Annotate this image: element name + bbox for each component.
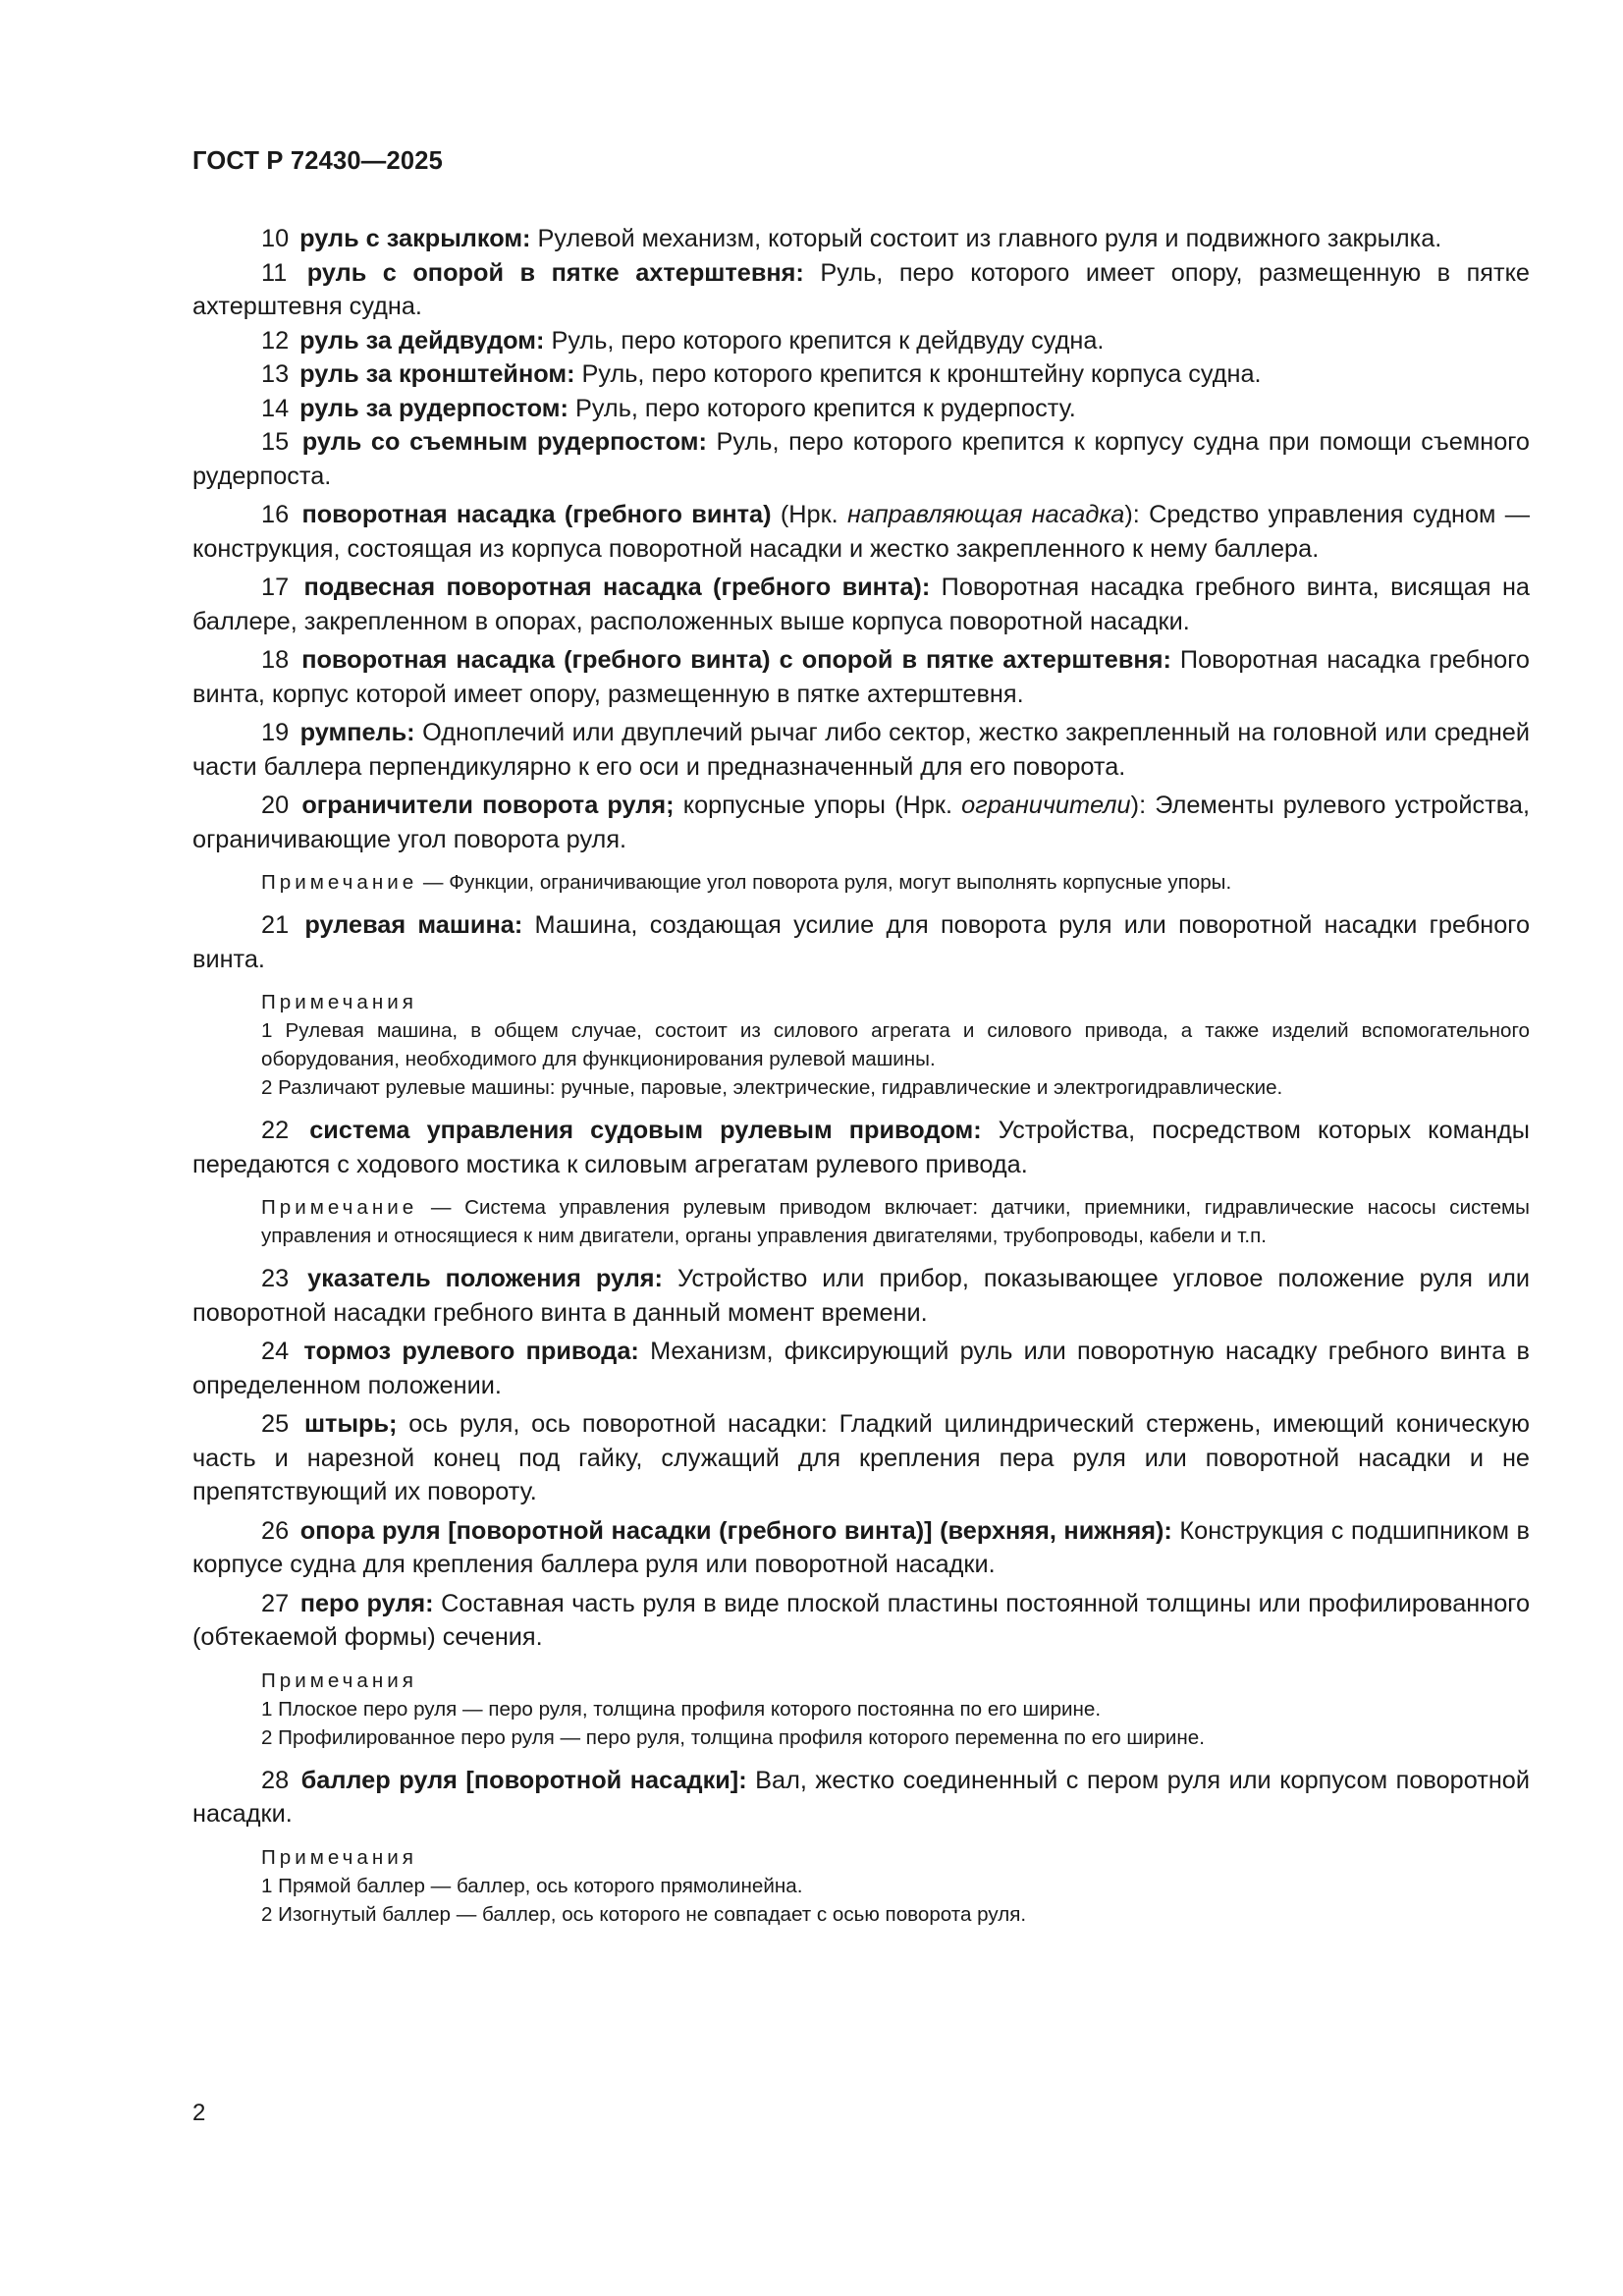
page-number: 2	[192, 2100, 206, 2126]
term-definition: Конструкция с подшипником в корпусе судна для крепления баллера руля или поворотной насадки.	[192, 1516, 1530, 1578]
note-item: 2 Различают рулевые машины: ручные, паровые, электрические, гидравлические и электрогидравлические.	[261, 1076, 1283, 1099]
term-entry-14: 14 руль за рудерпостом: Руль, перо которого крепится к рудерпосту.	[261, 394, 1076, 422]
notes-28	[261, 1843, 1530, 1929]
term-name: поворотная насадка (гребного винта)	[301, 501, 772, 528]
term-name: перо руля:	[299, 1589, 434, 1617]
note-20	[261, 868, 1530, 897]
term-definition: Одноплечий или двуплечий рычаг либо сектор, жестко закрепленный на головной или средней части баллера перпендикулярно к его оси и предназначенный для его поворота.	[192, 719, 1530, 781]
notes-label: Примечания	[261, 1668, 417, 1692]
term-name: руль с опорой в пятке ахтерштевня:	[306, 258, 804, 287]
term-entry-26: 26 опора руля [поворотной насадки (гребного винта)] (верхняя, нижняя): Конструкция с подшипником в корпусе судна для крепления баллера руля или поворотной насадки.	[192, 1516, 1530, 1578]
term-entry-21: 21 рулевая машина: Машина, создающая усилие для поворота руля или поворотной насадки гребного винта.	[192, 911, 1531, 973]
term-entry-22: 22 система управления судовым рулевым приводом: Устройства, посредством которых команды передаются с ходового мостика к силовым агрегатам рулевого привода.	[192, 1117, 1530, 1178]
term-name: рулевая машина:	[304, 911, 523, 939]
note-item: 1 Рулевая машина, в общем случае, состоит из силового агрегата и силового привода, а также изделий вспомогательного оборудования, необходимого для функционирования рулевой машины.	[261, 1019, 1530, 1070]
term-name: штырь;	[303, 1410, 398, 1438]
term-entry-18: 18 поворотная насадка (гребного винта) с опорой в пятке ахтерштевня: Поворотная насадка гребного винта, корпус которой имеет опору, размещенную в пятке ахтерштевня.	[192, 646, 1530, 708]
note-text: — Функции, ограничивающие угол поворота руля, могут выполнять корпусные упоры.	[417, 871, 1232, 894]
term-name: опора руля [поворотной насадки (гребного винта)] (верхняя, нижняя):	[299, 1516, 1172, 1545]
term-name: подвесная поворотная насадка (гребного винта):	[303, 574, 931, 601]
term-definition: Устройства, посредством которых команды передаются с ходового мостика к силовым агрегатам рулевого привода.	[192, 1117, 1530, 1178]
note-item: 1 Прямой баллер — баллер, ось которого прямолинейна.	[261, 1874, 803, 1897]
notes-label: Примечания	[261, 991, 417, 1013]
term-name: указатель положения руля:	[307, 1265, 663, 1292]
terms-content	[192, 222, 1530, 1929]
term-entry-16: 16 поворотная насадка (гребного винта) (Нрк. направляющая насадка): Средство управления судном — конструкция, состоящая из корпуса поворотной насадки и жестко закрепленного к нему баллера.	[192, 501, 1531, 563]
term-entry-23: 23 указатель положения руля: Устройство или прибор, показывающее угловое положение руля или поворотной насадки гребного винта в данный момент времени.	[192, 1265, 1530, 1327]
term-definition: Руль, перо которого имеет опору, размещенную в пятке ахтерштевня судна.	[192, 258, 1530, 320]
term-definition: Руль, перо которого крепится к кронштейну корпуса судна.	[574, 360, 1262, 388]
term-name: румпель:	[299, 719, 415, 746]
term-definition: Вал, жестко соединенный с пером руля или корпусом поворотной насадки.	[192, 1766, 1530, 1828]
term-definition: ): Элементы рулевого устройства, ограничивающие угол поворота руля.	[192, 792, 1530, 853]
term-name: руль за рудерпостом:	[299, 394, 568, 422]
term-name: руль с закрылком:	[299, 225, 531, 252]
note-22	[261, 1193, 1530, 1250]
document-code-header: ГОСТ Р 72430—2025	[192, 147, 444, 175]
note-text: — Система управления рулевым приводом включает: датчики, приемники, гидравлические насосы системы управления и относящиеся к ним двигатели, органы управления двигателями, трубопроводы, кабели и т.п.	[261, 1196, 1530, 1247]
term-definition: Поворотная насадка гребного винта, висящая на баллере, закрепленном в опорах, расположенных выше корпуса поворотной насадки.	[192, 574, 1530, 635]
note-item: 2 Изогнутый баллер — баллер, ось которого не совпадает с осью поворота руля.	[261, 1902, 1027, 1926]
term-definition: Руль, перо которого крепится к дейдвуду судна.	[544, 326, 1105, 355]
term-definition: Руль, перо которого крепится к корпусу судна при помощи съемного рудерпоста.	[192, 428, 1530, 490]
term-name: поворотная насадка (гребного винта) с опорой в пятке ахтерштевня:	[301, 646, 1171, 674]
term-definition: ось руля, ось поворотной насадки: Гладкий цилиндрический стержень, имеющий коническую часть и нарезной конец под гайку, служащий для крепления пера руля или поворотной насадки и не препятствующий их повороту.	[192, 1410, 1531, 1505]
notes-21	[261, 988, 1530, 1102]
term-name: система управления судовым рулевым приводом:	[309, 1117, 982, 1144]
notes-27	[261, 1667, 1530, 1752]
term-name: баллер руля [поворотной насадки]:	[300, 1766, 747, 1794]
term-entry-27: 27 перо руля: Составная часть руля в виде плоской пластины постоянной толщины или профилированного (обтекаемой формы) сечения.	[192, 1589, 1531, 1651]
term-name: ограничители поворота руля;	[301, 792, 675, 819]
note-item: 1 Плоское перо руля — перо руля, толщина профиля которого постоянна по его ширине.	[261, 1697, 1102, 1721]
term-entry-24: 24 тормоз рулевого привода: Механизм, фиксирующий руль или поворотную насадку гребного винта в определенном положении.	[192, 1338, 1530, 1399]
term-entry-15: 15 руль со съемным рудерпостом: Руль, перо которого крепится к корпусу судна при помощи съемного рудерпоста.	[192, 428, 1530, 490]
term-definition: Механизм, фиксирующий руль или поворотную насадку гребного винта в определенном положении.	[192, 1338, 1530, 1399]
term-name: руль за дейдвудом:	[299, 326, 545, 355]
term-entry-19: 19 румпель: Одноплечий или двуплечий рычаг либо сектор, жестко закрепленный на головной или средней части баллера перпендикулярно к его оси и предназначенный для его поворота.	[192, 719, 1530, 781]
term-entry-12: 12 руль за дейдвудом: Руль, перо которого крепится к дейдвуду судна.	[261, 326, 1105, 355]
term-definition: Устройство или прибор, показывающее угловое положение руля или поворотной насадки гребного винта в данный момент времени.	[192, 1265, 1530, 1327]
term-entry-17: 17 подвесная поворотная насадка (гребного винта): Поворотная насадка гребного винта, висящая на баллере, закрепленном в опорах, расположенных выше корпуса поворотной насадки.	[192, 574, 1530, 635]
note-label: Примечание	[261, 871, 418, 894]
term-entry-20: 20 ограничители поворота руля; корпусные упоры (Нрк. ограничители): Элементы рулевого устройства, ограничивающие угол поворота руля.	[192, 792, 1530, 853]
term-entry-13: 13 руль за кронштейном: Руль, перо которого крепится к кронштейну корпуса судна.	[261, 360, 1262, 388]
note-item: 2 Профилированное перо руля — перо руля, толщина профиля которого переменна по его ширине.	[261, 1725, 1205, 1749]
term-entry-28: 28 баллер руля [поворотной насадки]: Вал, жестко соединенный с пером руля или корпусом поворотной насадки.	[192, 1766, 1530, 1828]
term-entry-11: 11 руль с опорой в пятке ахтерштевня: Руль, перо которого имеет опору, размещенную в пятке ахтерштевня судна.	[192, 258, 1530, 320]
term-definition: ): Средство управления судном — конструкция, состоящая из корпуса поворотной насадки и жестко закрепленного к нему баллера.	[192, 501, 1531, 563]
term-definition: Составная часть руля в виде плоской пластины постоянной толщины или профилированного (обтекаемой формы) сечения.	[192, 1589, 1531, 1651]
term-definition: Рулевой механизм, который состоит из главного руля и подвижного закрылка.	[530, 225, 1442, 252]
deprecated-term: ограничители	[961, 792, 1131, 819]
term-name: руль со съемным рудерпостом:	[301, 428, 707, 456]
term-name: тормоз рулевого привода:	[303, 1338, 639, 1365]
note-label: Примечание	[261, 1196, 418, 1219]
notes-label: Примечания	[261, 1845, 417, 1869]
deprecated-term: направляющая насадка	[847, 501, 1125, 528]
term-entry-10: 10 руль с закрылком: Рулевой механизм, который состоит из главного руля и подвижного закрылка.	[261, 225, 1442, 252]
term-definition: Поворотная насадка гребного винта, корпус которой имеет опору, размещенную в пятке ахтерштевня.	[192, 646, 1530, 708]
term-name: руль за кронштейном:	[299, 360, 575, 388]
term-definition: Руль, перо которого крепится к рудерпосту.	[568, 394, 1076, 422]
term-definition: Машина, создающая усилие для поворота руля или поворотной насадки гребного винта.	[192, 911, 1531, 973]
term-entry-25: 25 штырь; ось руля, ось поворотной насадки: Гладкий цилиндрический стержень, имеющий коническую часть и нарезной конец под гайку, служащий для крепления пера руля или поворотной насадки и не препятствующий их повороту.	[192, 1410, 1531, 1505]
